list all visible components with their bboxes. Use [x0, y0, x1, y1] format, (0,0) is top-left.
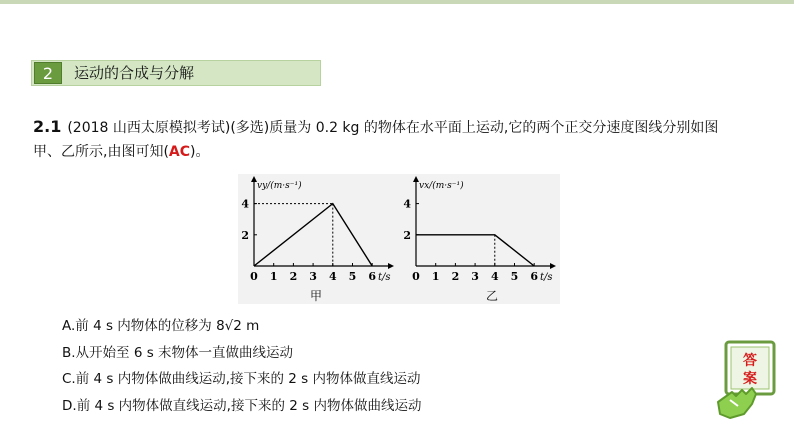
option-a — [62, 313, 421, 340]
y-axis-label: vx/(m·s⁻¹) — [419, 181, 464, 191]
chart-yi — [400, 174, 560, 304]
series-line — [254, 204, 372, 266]
section-number: 2 — [34, 62, 62, 84]
x-tick-label: 2 — [289, 270, 298, 283]
y-tick-label: 4 — [403, 197, 411, 211]
answer-text: AC — [168, 144, 191, 160]
x-tick-label: 6 — [530, 270, 539, 283]
option-letter: D. — [62, 397, 77, 414]
chart-caption-yi: 乙 — [486, 289, 499, 303]
x-tick-label: 0 — [412, 270, 420, 283]
question-text-after: )。 — [190, 144, 210, 160]
x-tick-label: 4 — [328, 270, 337, 283]
x-tick-label: 1 — [431, 270, 440, 283]
x-tick-label: 3 — [471, 270, 479, 283]
top-border — [0, 0, 794, 4]
answer-button-label-1: 答 — [743, 353, 757, 369]
y-tick-label: 4 — [241, 197, 249, 211]
x-axis-label: t/s — [378, 272, 391, 283]
option-text: 前 4 s 内物体做曲线运动,接下来的 2 s 内物体做直线运动 — [75, 371, 421, 387]
x-tick-label: 1 — [269, 270, 278, 283]
chart-caption-jia: 甲 — [310, 289, 323, 303]
y-tick-label: 2 — [241, 228, 249, 242]
option-text: 前 4 s 内物体做直线运动,接下来的 2 s 内物体做曲线运动 — [76, 397, 422, 414]
series-line — [416, 235, 534, 266]
x-tick-label: 2 — [451, 270, 460, 283]
option-text: 从开始至 6 s 末物体一直做曲线运动 — [75, 344, 294, 361]
option-d — [62, 393, 421, 420]
question-text-before: (2018 山西太原模拟考试)(多选)质量为 0.2 kg 的物体在水平面上运动,它的两个正交分速度图线分别如图甲、乙所示,由图可知( — [33, 120, 719, 160]
answer-button-label-2: 案 — [743, 371, 757, 387]
option-b — [62, 340, 421, 367]
chart-jia — [238, 174, 398, 304]
y-tick-label: 2 — [403, 228, 411, 242]
x-tick-label: 5 — [510, 270, 519, 283]
option-letter: A. — [62, 318, 76, 334]
x-tick-label: 0 — [250, 270, 258, 283]
option-letter: C. — [62, 371, 76, 387]
option-text: 前 4 s 内物体的位移为 8√2 m — [75, 318, 260, 334]
question-stem — [33, 115, 733, 164]
y-axis-label: vy/(m·s⁻¹) — [257, 181, 302, 191]
x-tick-label: 3 — [309, 270, 317, 283]
x-axis-arrow — [550, 263, 556, 269]
section-title: 运动的合成与分解 — [74, 64, 195, 82]
x-axis-arrow — [388, 263, 394, 269]
answer-button[interactable] — [712, 340, 778, 422]
option-c — [62, 366, 421, 393]
answer-button-graphic — [712, 340, 778, 422]
x-tick-label: 5 — [348, 270, 357, 283]
question-number: 2.1 — [33, 117, 62, 136]
x-tick-label: 6 — [368, 270, 377, 283]
x-axis-label: t/s — [540, 272, 553, 283]
charts-panel — [238, 174, 560, 304]
option-letter: B. — [62, 344, 76, 361]
options-list — [62, 313, 421, 419]
x-tick-label: 4 — [490, 270, 499, 283]
